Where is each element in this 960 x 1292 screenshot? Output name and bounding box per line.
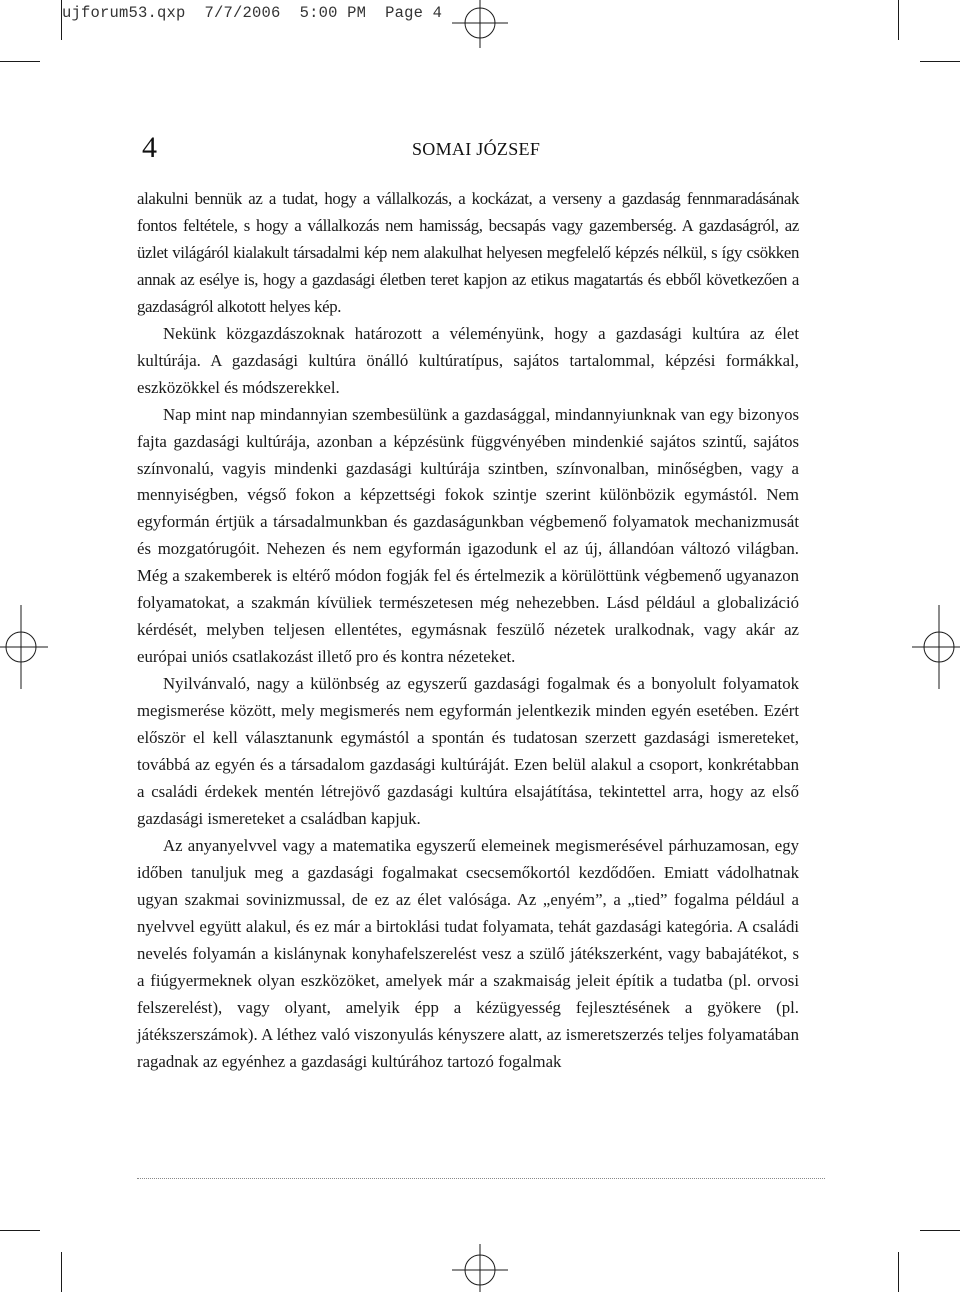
page-number: 4 <box>142 131 157 164</box>
slug-page-label: Page 4 <box>385 4 443 22</box>
printer-slug <box>62 4 442 22</box>
footer-dotted-rule <box>137 1178 825 1179</box>
crop-mark-top-left-vertical <box>61 0 62 40</box>
paragraph-3: Nap mint nap mindannyian szembesülünk a gazdasággal, mindannyiunknak van egy bizonyos fajta gazdasági kultúrája, azonban a képzésünk függvényében mindenkié sajátos szintű, sajátos színvonalú, vagyis mindenki gazdasági kultúrája szintben, színvonalban, minőségben, vagy a mennyiségben, végső fokon a képzettségi fokok szintje szerint különbözik egymástól. Nem egyformán értjük a társadalmunkban és gazdaságunkban végbemenő folyamatok mechanizmusát és mozgatórugóit. Nehezen és nem egyformán igazodunk el az új, állandóan változó világban. Még a szakemberek is eltérő módon fogják fel és értelmezik a körülöttünk végbemenő ugyanazon folyamatokat, a szakmán kívüliek természetesen még nehezebben. Lásd például a globalizáció kérdését, melyben teljesen ellentétes, egymásnak feszülő nézetek uralkodnak, vagy akár az európai uniós csatlakozást illető pro és kontra nézeteket. <box>137 404 799 667</box>
body-text <box>137 186 799 1075</box>
crop-mark-bottom-left-horizontal <box>0 1230 40 1231</box>
paragraph-2: Nekünk közgazdászoknak határozott a véleményünk, hogy a gazdasági kultúra az élet kultúrája. A gazdasági kultúra önálló kultúratípus, sajátos tartalommal, képzési formákkal, eszközökkel és módszerekkel. <box>137 323 799 397</box>
registration-mark-bottom <box>452 1244 508 1292</box>
paragraph-1: alakulni bennük az a tudat, hogy a vállalkozás, a kockázat, a verseny a gazdaság fennmaradásának fontos feltétele, s hogy a vállalkozás nem hamisság, becsapás vagy gazemberség. A gazdaságról, az üzlet világáról kialakult társadalmi kép nem alakulhat helyesen megfelelő képzés nélkül, s így csökken annak az esélye is, hogy a gazdasági életben teret kapjon az etikus magatartás és ebből következően a gazdaságról alkotott helyes kép. <box>137 189 799 316</box>
crop-mark-bottom-right-horizontal <box>920 1230 960 1231</box>
slug-filename: ujforum53.qxp <box>62 4 186 22</box>
registration-mark-left <box>0 605 48 689</box>
running-title: SOMAI JÓZSEF <box>412 139 541 159</box>
crop-mark-top-right-vertical <box>898 0 899 40</box>
registration-mark-top <box>452 0 508 48</box>
registration-mark-right <box>912 605 960 689</box>
crop-mark-bottom-right-vertical <box>898 1252 899 1292</box>
crop-mark-top-right-horizontal <box>920 61 960 62</box>
paragraph-5: Az anyanyelvvel vagy a matematika egyszerű elemeinek megismerésével párhuzamosan, egy időben tanuljuk meg a gazdasági fogalmakat csecsemőkortól kezdődően. Emiatt vádolhatnak ugyan szakmai sovinizmussal, de ez az élet valósága. Az „enyém”, a „tied” fogalma például a nyelvvel együtt alakul, és ez már a birtoklási tudat folyamata, tehát gazdasági kategória. A családi nevelés folyamán a kislánynak konyhafelszerelést vesz a szülő játékszerként, vagy babajátékot, s a fiúgyermeknek olyan eszközöket, amelyek már a szakmaiság jeleit építik a tudatba (pl. orvosi felszerelést), vagy olyant, amelyik épp a kézügyesség fejlesztésének a gyökere (pl. játékszerszámok). A léthez való viszonyulás kényszere alatt, az ismeretszerzés teljes folyamatában ragadnak az egyénhez a gazdasági kultúrához tartozó fogalmak <box>137 835 799 1071</box>
crop-mark-bottom-left-vertical <box>61 1252 62 1292</box>
slug-date: 7/7/2006 <box>204 4 281 22</box>
paragraph-4: Nyilvánvaló, nagy a különbség az egyszerű gazdasági fogalmak és a bonyolult folyamatok megismerése között, mely megismerés nem egyformán jelentkezik minden egyén esetében. Ezért először el kell választanunk egymástól a spontán és tudatosan szerzett gazdasági ismereteket, továbbá az egyén és a társadalom gazdasági kultúráját. Ezen belül alakul a csoport, konkrétabban a családi érdekek mentén létrejövő gazdasági kultúra elsajátítása, tekintettel arra, hogy az első gazdasági ismereteket a családban kapjuk. <box>137 674 799 828</box>
crop-mark-top-left-horizontal <box>0 61 40 62</box>
slug-time: 5:00 PM <box>299 4 367 22</box>
